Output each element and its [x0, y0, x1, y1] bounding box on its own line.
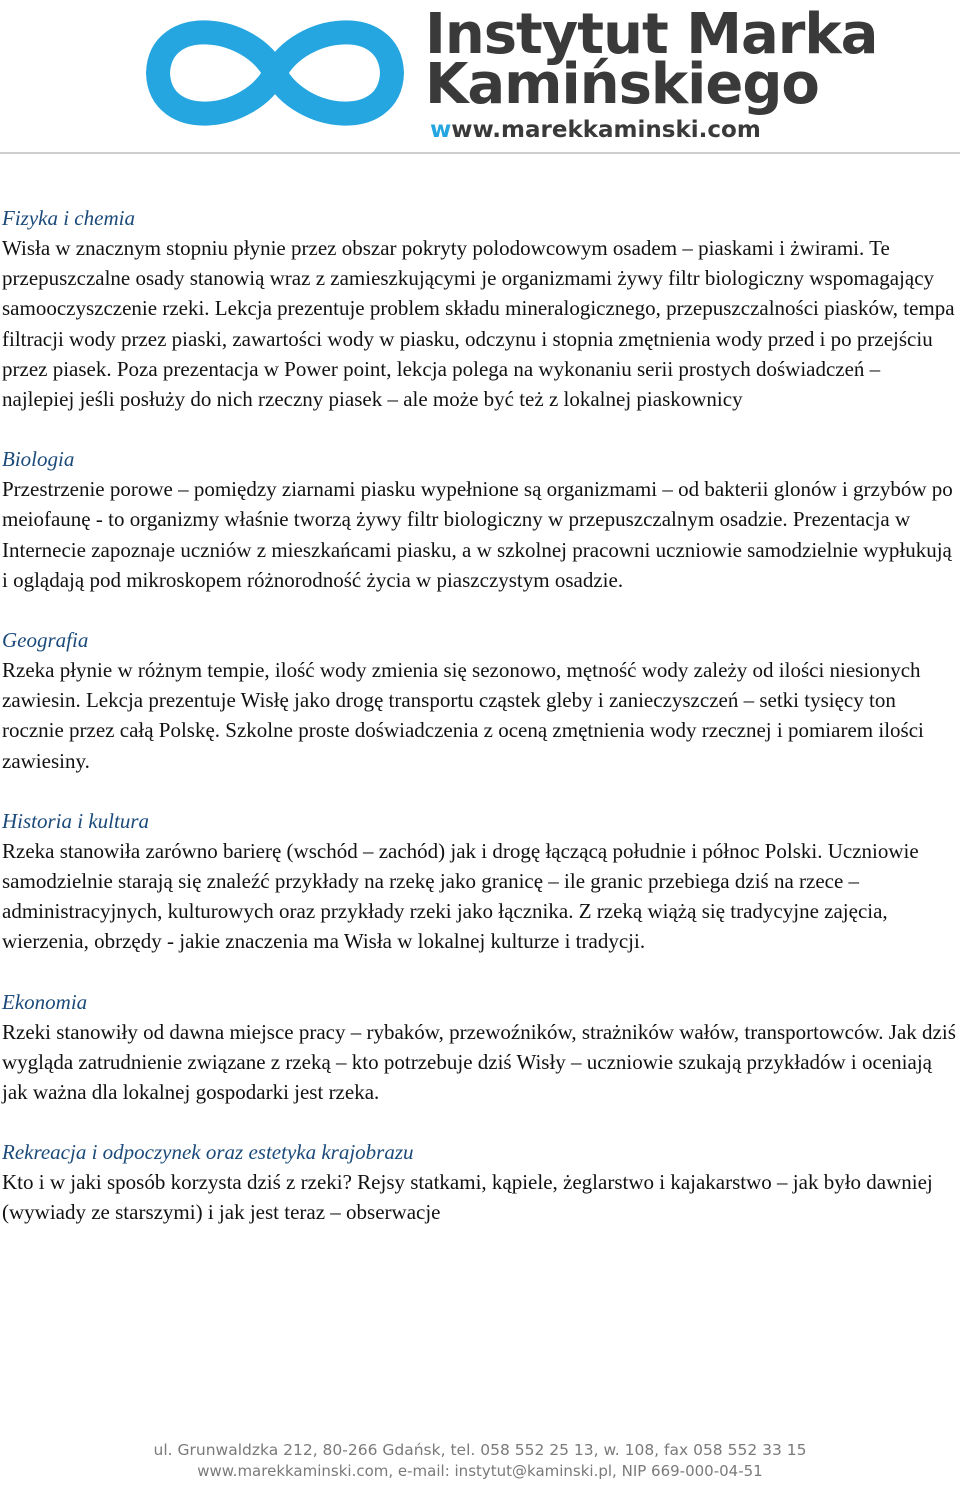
- section-text: Wisła w znacznym stopniu płynie przez obszar pokryty polodowcowym osadem – piaskami i żwirami. Te przepuszczalne osady stanowią wraz z zamieszkującymi je organizmami żywy filtr biologiczny wspomagający samooczyszczenie rzeki. Lekcja prezentuje problem składu mineralogicznego, przepuszczalności piasków, tempa filtracji wody przez piaski, zawartości wody w piasku, odczynu i stopnia zmętnienia wody przed i po przejściu przez piasek. Poza prezentacja w Power point, lekcja polega na wykonaniu serii prostych doświadczeń – najlepiej jeśli posłuży do nich rzeczny piasek – ale może być też z lokalnej piaskownicy: [2, 236, 955, 412]
- section-title: Ekonomia: [2, 989, 88, 1014]
- brand-name-line2: Kamińskiego: [425, 52, 819, 117]
- brand-url-prefix: w: [430, 117, 452, 143]
- section-title: Biologia: [2, 447, 75, 472]
- section-text: Rzeka płynie w różnym tempie, ilość wody zmienia się sezonowo, mętność wody zależy od ilości niesionych zawiesin. Lekcja prezentuje Wisłę jako drogę transportu cząstek gleby i zanieczyszczeń – setki tysięcy ton rocznie przez całą Polskę. Szkolne proste doświadczenia z oceną zmętnienia wody rzecznej i pomiarem ilości zawiesiny.: [2, 658, 924, 773]
- brand-url-rest: ww.marekkaminski.com: [451, 117, 761, 143]
- section-text: Kto i w jaki sposób korzysta dziś z rzeki? Rejsy statkami, kąpiele, żeglarstwo i kajakarstwo – jak było dawniej (wywiady ze starszymi) i jak jest teraz – obserwacje: [2, 1170, 933, 1225]
- section-history-culture: [2, 806, 957, 957]
- brand-name-line1: Instytut Marka: [425, 2, 878, 67]
- section-title: Rekreacja i odpoczynek oraz estetyka krajobrazu: [2, 1140, 414, 1165]
- section-text: Rzeka stanowiła zarówno barierę (wschód – zachód) jak i drogę łączącą południe i północ Polski. Uczniowie samodzielnie starają się znaleźć przykłady na rzekę jako granicę – ile granic przebiega dziś na rzece – administracyjnych, kulturowych oraz przykłady rzeki jako łącznika. Z rzeką wiążą się tradycyjne zajęcia, wierzenia, obrzędy - jakie znaczenia ma Wisła w lokalnej kulturze i tradycji.: [2, 838, 919, 954]
- section-title: Fizyka i chemia: [2, 206, 135, 230]
- section-recreation: [2, 1137, 957, 1227]
- section-text: Przestrzenie porowe – pomiędzy ziarnami piasku wypełnione są organizmami – od bakterii glonów i grzybów po meiofaunę - to organizmy właśnie tworzą żywy filtr biologiczny w przepuszczalnym osadzie. Prezentacja w Internecie zapoznaje uczniów z mieszkańcami piasku, a w szkolnej pracowni uczniowie samodzielnie wypłukują i oglądają pod mikroskopem różnorodność życia w piaszczystym osadzie.: [2, 477, 953, 592]
- page-header: [0, 0, 960, 160]
- brand-url: [430, 116, 761, 144]
- footer-address: ul. Grunwaldzka 212, 80-266 Gdańsk, tel. 058 552 25 13, w. 108, fax 058 552 33 15: [153, 1441, 807, 1459]
- section-economy: [2, 987, 957, 1108]
- footer-contact: www.marekkaminski.com, e-mail: instytut@kaminski.pl, NIP 669-000-04-51: [197, 1462, 763, 1480]
- section-physics-chemistry: [2, 203, 957, 414]
- infinity-icon: [140, 6, 410, 141]
- section-title: Historia i kultura: [2, 808, 150, 833]
- document-body: [2, 203, 957, 1258]
- section-geography: [2, 625, 957, 776]
- header-divider: [0, 152, 960, 154]
- section-biology: [2, 444, 957, 595]
- section-text: Rzeki stanowiły od dawna miejsce pracy – rybaków, przewoźników, strażników wałów, transportowców. Jak dziś wygląda zatrudnienie związane z rzeką – kto potrzebuje dziś Wisły – uczniowie szukają przykładów i oceniają jak ważna dla lokalnej gospodarki jest rzeka.: [2, 1019, 956, 1105]
- page-footer: [0, 1440, 960, 1482]
- section-title: Geografia: [2, 628, 89, 653]
